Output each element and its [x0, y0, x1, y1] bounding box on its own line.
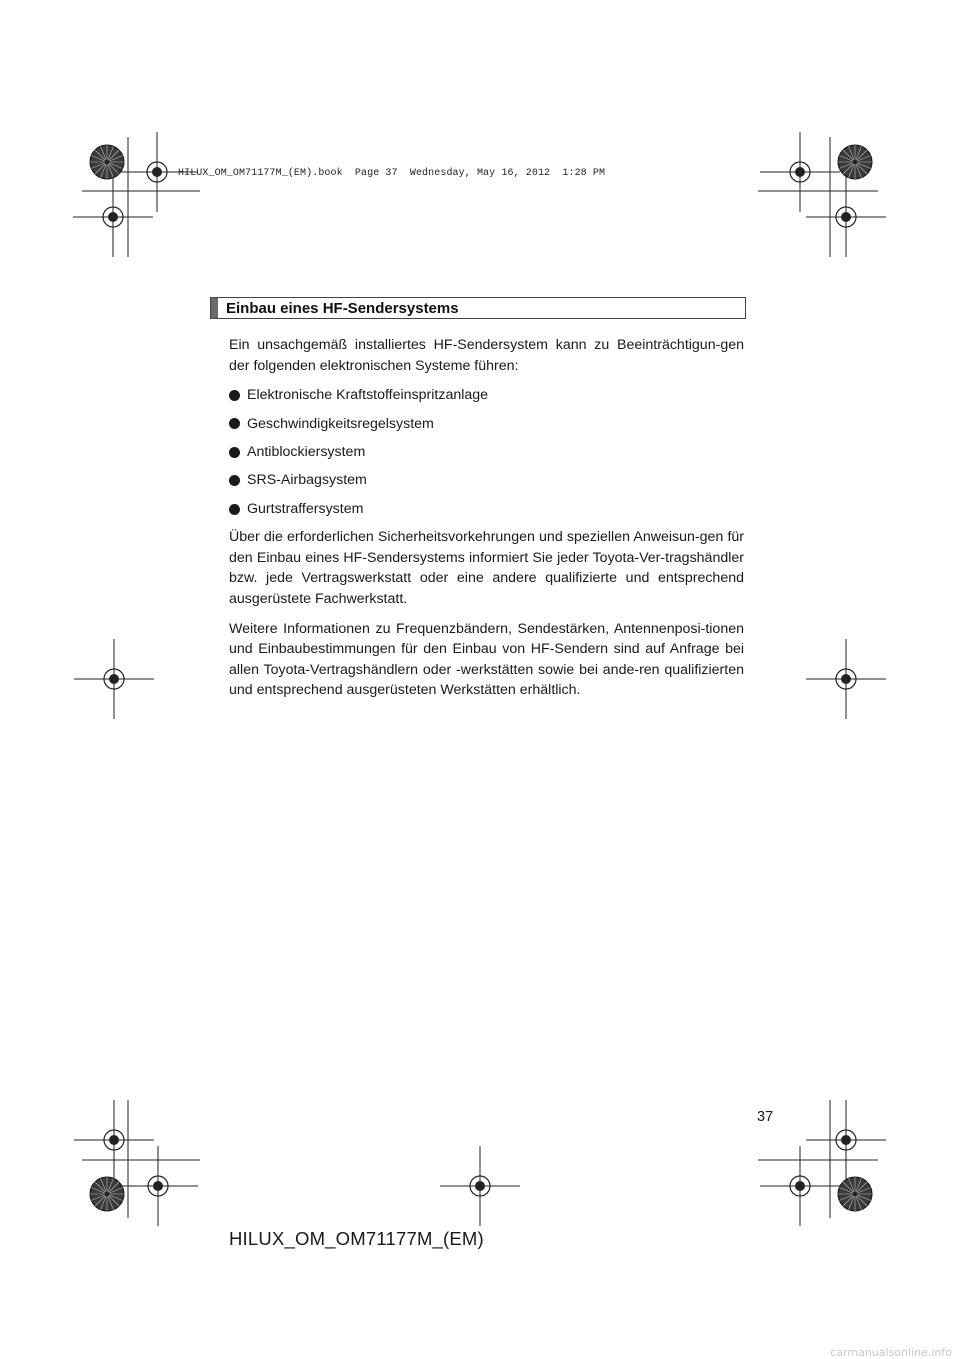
page-number: 37 — [757, 1109, 774, 1125]
bullet-icon — [229, 390, 240, 401]
info-paragraph: Weitere Informationen zu Frequenzbändern, Sendestärken, Antennenposi-tionen und Einbaubestimmungen für den Einbau von HF-Sendern sind auf Anfrage bei allen Toyota-Vertragshändlern oder -werkstätten sowie bei ande-ren qualifizierten und entsprechend ausgerüsteten Werkstätten erhältlich. — [229, 620, 744, 699]
crosshair-mark — [440, 1146, 520, 1226]
crosshair-mark — [806, 1100, 886, 1180]
section-title-box — [210, 297, 746, 319]
systems-list — [229, 385, 744, 519]
crosshair-mark — [760, 132, 840, 212]
safety-paragraph: Über die erforderlichen Sicherheitsvorkehrungen und speziellen Anweisun-gen für den Einbau eines HF-Sendersystems informiert Sie jeder Toyota-Ver-tragshändler bzw. jede Vertragswerkstatt oder eine andere qualifizierte und entsprechend ausgerüstete Fachwerkstatt. — [229, 529, 744, 607]
crosshair-mark — [74, 1100, 154, 1180]
starburst-mark-top-left — [90, 145, 124, 179]
document-code: HILUX_OM_OM71177M_(EM) — [229, 1228, 484, 1249]
list-item: SRS-Airbagsystem — [229, 470, 744, 491]
section-title: Einbau eines HF-Sendersystems — [226, 299, 459, 317]
bullet-icon — [229, 418, 240, 429]
crosshair-mark — [760, 1146, 840, 1226]
bullet-icon — [229, 447, 240, 458]
crosshair-mark — [806, 177, 886, 257]
crosshair-mark — [806, 639, 886, 719]
bullet-icon — [229, 475, 240, 486]
crosshair-mark — [118, 1146, 198, 1226]
body-content — [229, 335, 744, 710]
crosshair-mark — [73, 177, 153, 257]
list-item: Elektronische Kraftstoffeinspritzanlage — [229, 385, 744, 406]
list-item: Gurtstraffersystem — [229, 499, 744, 520]
section-title-accent — [211, 298, 218, 318]
starburst-mark-bottom-left — [90, 1177, 124, 1211]
list-item: Antiblockiersystem — [229, 442, 744, 463]
starburst-mark-top-right — [838, 145, 872, 179]
watermark: carmanualsonline.info — [830, 1346, 952, 1359]
list-item: Geschwindigkeitsregelsystem — [229, 414, 744, 435]
print-header: HILUX_OM_OM71177M_(EM).book Page 37 Wednesday, May 16, 2012 1:28 PM — [178, 168, 606, 179]
intro-paragraph: Ein unsachgemäß installiertes HF-Sendersystem kann zu Beeinträchtigun-gen der folgenden elektronischen Systeme führen: — [229, 337, 744, 374]
crosshair-mark — [74, 639, 154, 719]
starburst-mark-bottom-right — [838, 1177, 872, 1211]
bullet-icon — [229, 504, 240, 515]
